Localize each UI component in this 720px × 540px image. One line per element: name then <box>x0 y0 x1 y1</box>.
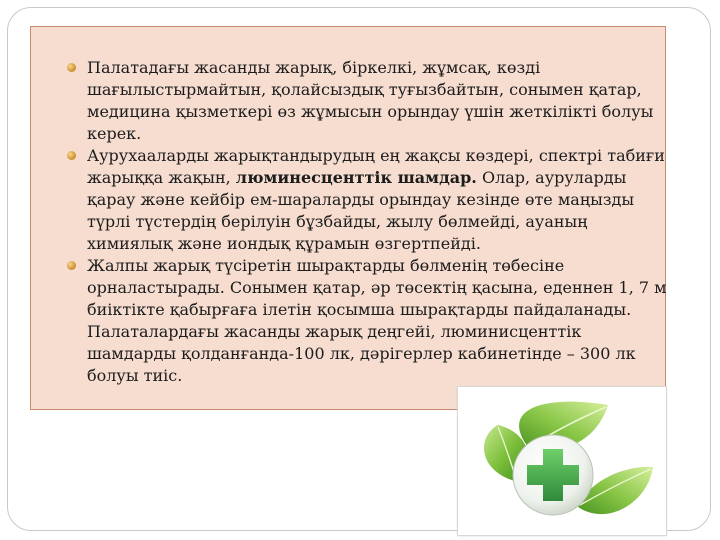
bullet-item-2 <box>61 145 669 255</box>
bullet-item-3 <box>61 255 669 387</box>
bullet-icon <box>67 261 76 270</box>
bullet-list <box>61 57 669 387</box>
bullet-item-1 <box>61 57 669 145</box>
medical-cross-leaves-icon <box>458 387 668 537</box>
logo-card <box>457 386 667 536</box>
bullet-text-continued: Олар, ауруларды қарау және кейбір ем-шараларды орындау кезінде өте маңызды түрлі түстердің берілуін бұзбайды, жылу бөлмейді, ауаның химиялық және иондық құрамын өзгертпейді. <box>87 168 635 253</box>
bullet-text: Палатадағы жасанды жарық, біркелкі, жұмсақ, көзді шағылыстырмайтын, қолайсыздық туғызбайтын, сонымен қатар, медицина қызметкері өз жұмысын орындау үшін жеткілікті болуы керек. <box>87 58 654 143</box>
text-panel <box>30 26 666 410</box>
bullet-icon <box>67 151 76 160</box>
bullet-text: Жалпы жарық түсіретін шырақтарды бөлменің төбесіне орналастырады. Сонымен қатар, әр төсектің қасына, еденнен 1, 7 м биіктікте қабырғаға ілетін қосымша шырақтарды пайдаланады. Палаталардағы жасанды жарық деңгейі, люминисценттік шамдарды қолданғанда-100 лк, дәрігерлер кабинетінде – 300 лк болуы тиіс. <box>87 256 667 385</box>
bullet-text: Аурухааларды жарықтандырудың ең жақсы көздері, спектрі табиғи жарыққа жақын, <box>87 146 665 187</box>
bullet-icon <box>67 63 76 72</box>
bullet-bold-text: люминесценттік шамдар. <box>235 168 477 187</box>
